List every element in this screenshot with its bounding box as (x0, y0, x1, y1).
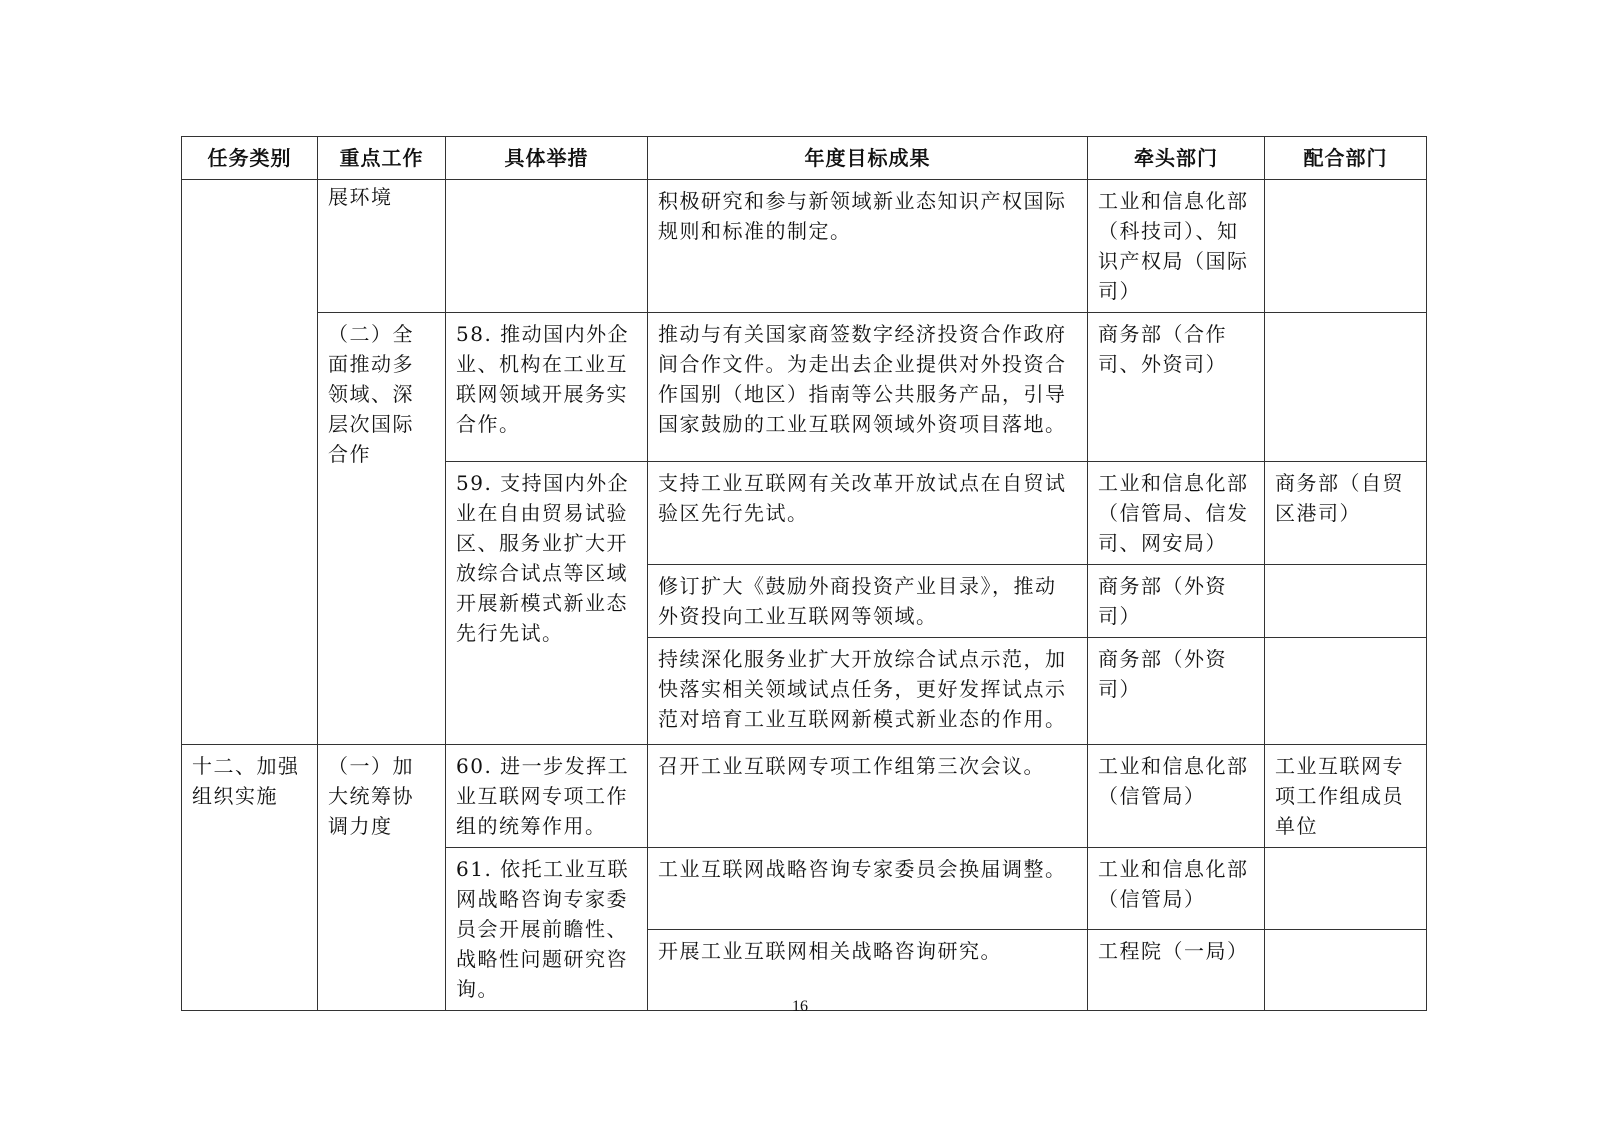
key-work-cell: （一）加大统筹协调力度 (318, 745, 446, 1011)
coop-cell: 工业互联网专项工作组成员单位 (1265, 745, 1427, 848)
coop-cell (1265, 565, 1427, 638)
goal-cell: 支持工业互联网有关改革开放试点在自贸试验区先行先试。 (648, 462, 1088, 565)
category-cell: 十二、加强组织实施 (182, 745, 318, 1011)
lead-cell: 商务部（外资司） (1088, 565, 1265, 638)
coop-cell (1265, 313, 1427, 462)
lead-cell: 工程院（一局） (1088, 929, 1265, 1011)
goal-cell: 推动与有关国家商签数字经济投资合作政府间合作文件。为走出去企业提供对外投资合作国别（地区）指南等公共服务产品，引导国家鼓励的工业互联网领域外资项目落地。 (648, 313, 1088, 462)
goal-cell: 召开工业互联网专项工作组第三次会议。 (648, 745, 1088, 848)
coop-cell (1265, 638, 1427, 745)
action-plan-table (181, 136, 1427, 1011)
lead-cell: 商务部（外资司） (1088, 638, 1265, 745)
category-cell-empty (182, 180, 318, 745)
page-number: 16 (792, 998, 808, 1015)
goal-cell: 开展工业互联网相关战略咨询研究。 (648, 929, 1088, 1011)
measure-cell: 59. 支持国内外企业在自由贸易试验区、服务业扩大开放综合试点等区域开展新模式新业态先行先试。 (446, 462, 648, 745)
measure-cell: 61. 依托工业互联网战略咨询专家委员会开展前瞻性、战略性问题研究咨询。 (446, 848, 648, 1011)
goal-cell: 持续深化服务业扩大开放综合试点示范，加快落实相关领域试点任务，更好发挥试点示范对培育工业互联网新模式新业态的作用。 (648, 638, 1088, 745)
coop-cell (1265, 848, 1427, 930)
goal-cell: 积极研究和参与新领域新业态知识产权国际规则和标准的制定。 (648, 180, 1088, 313)
header-category: 任务类别 (182, 137, 318, 180)
table-row (182, 180, 1427, 313)
table-row (182, 313, 1427, 462)
coop-cell (1265, 180, 1427, 313)
coop-cell: 商务部（自贸区港司） (1265, 462, 1427, 565)
lead-cell: 工业和信息化部（科技司）、知识产权局（国际司） (1088, 180, 1265, 313)
goal-cell: 工业互联网战略咨询专家委员会换届调整。 (648, 848, 1088, 930)
header-key-work: 重点工作 (318, 137, 446, 180)
lead-cell: 商务部（合作司、外资司） (1088, 313, 1265, 462)
measure-cell: 58. 推动国内外企业、机构在工业互联网领域开展务实合作。 (446, 313, 648, 462)
table-row (182, 745, 1427, 848)
goal-cell: 修订扩大《鼓励外商投资产业目录》，推动外资投向工业互联网等领域。 (648, 565, 1088, 638)
header-coop: 配合部门 (1265, 137, 1427, 180)
header-lead: 牵头部门 (1088, 137, 1265, 180)
key-work-cell: 展环境 (318, 180, 446, 313)
measure-cell: 60. 进一步发挥工业互联网专项工作组的统筹作用。 (446, 745, 648, 848)
lead-cell: 工业和信息化部（信管局） (1088, 745, 1265, 848)
header-measure: 具体举措 (446, 137, 648, 180)
lead-cell: 工业和信息化部（信管局） (1088, 848, 1265, 930)
header-row (182, 137, 1427, 180)
measure-cell (446, 180, 648, 313)
header-goal: 年度目标成果 (648, 137, 1088, 180)
key-work-cell: （二）全面推动多领域、深层次国际合作 (318, 313, 446, 745)
lead-cell: 工业和信息化部（信管局、信发司、网安局） (1088, 462, 1265, 565)
